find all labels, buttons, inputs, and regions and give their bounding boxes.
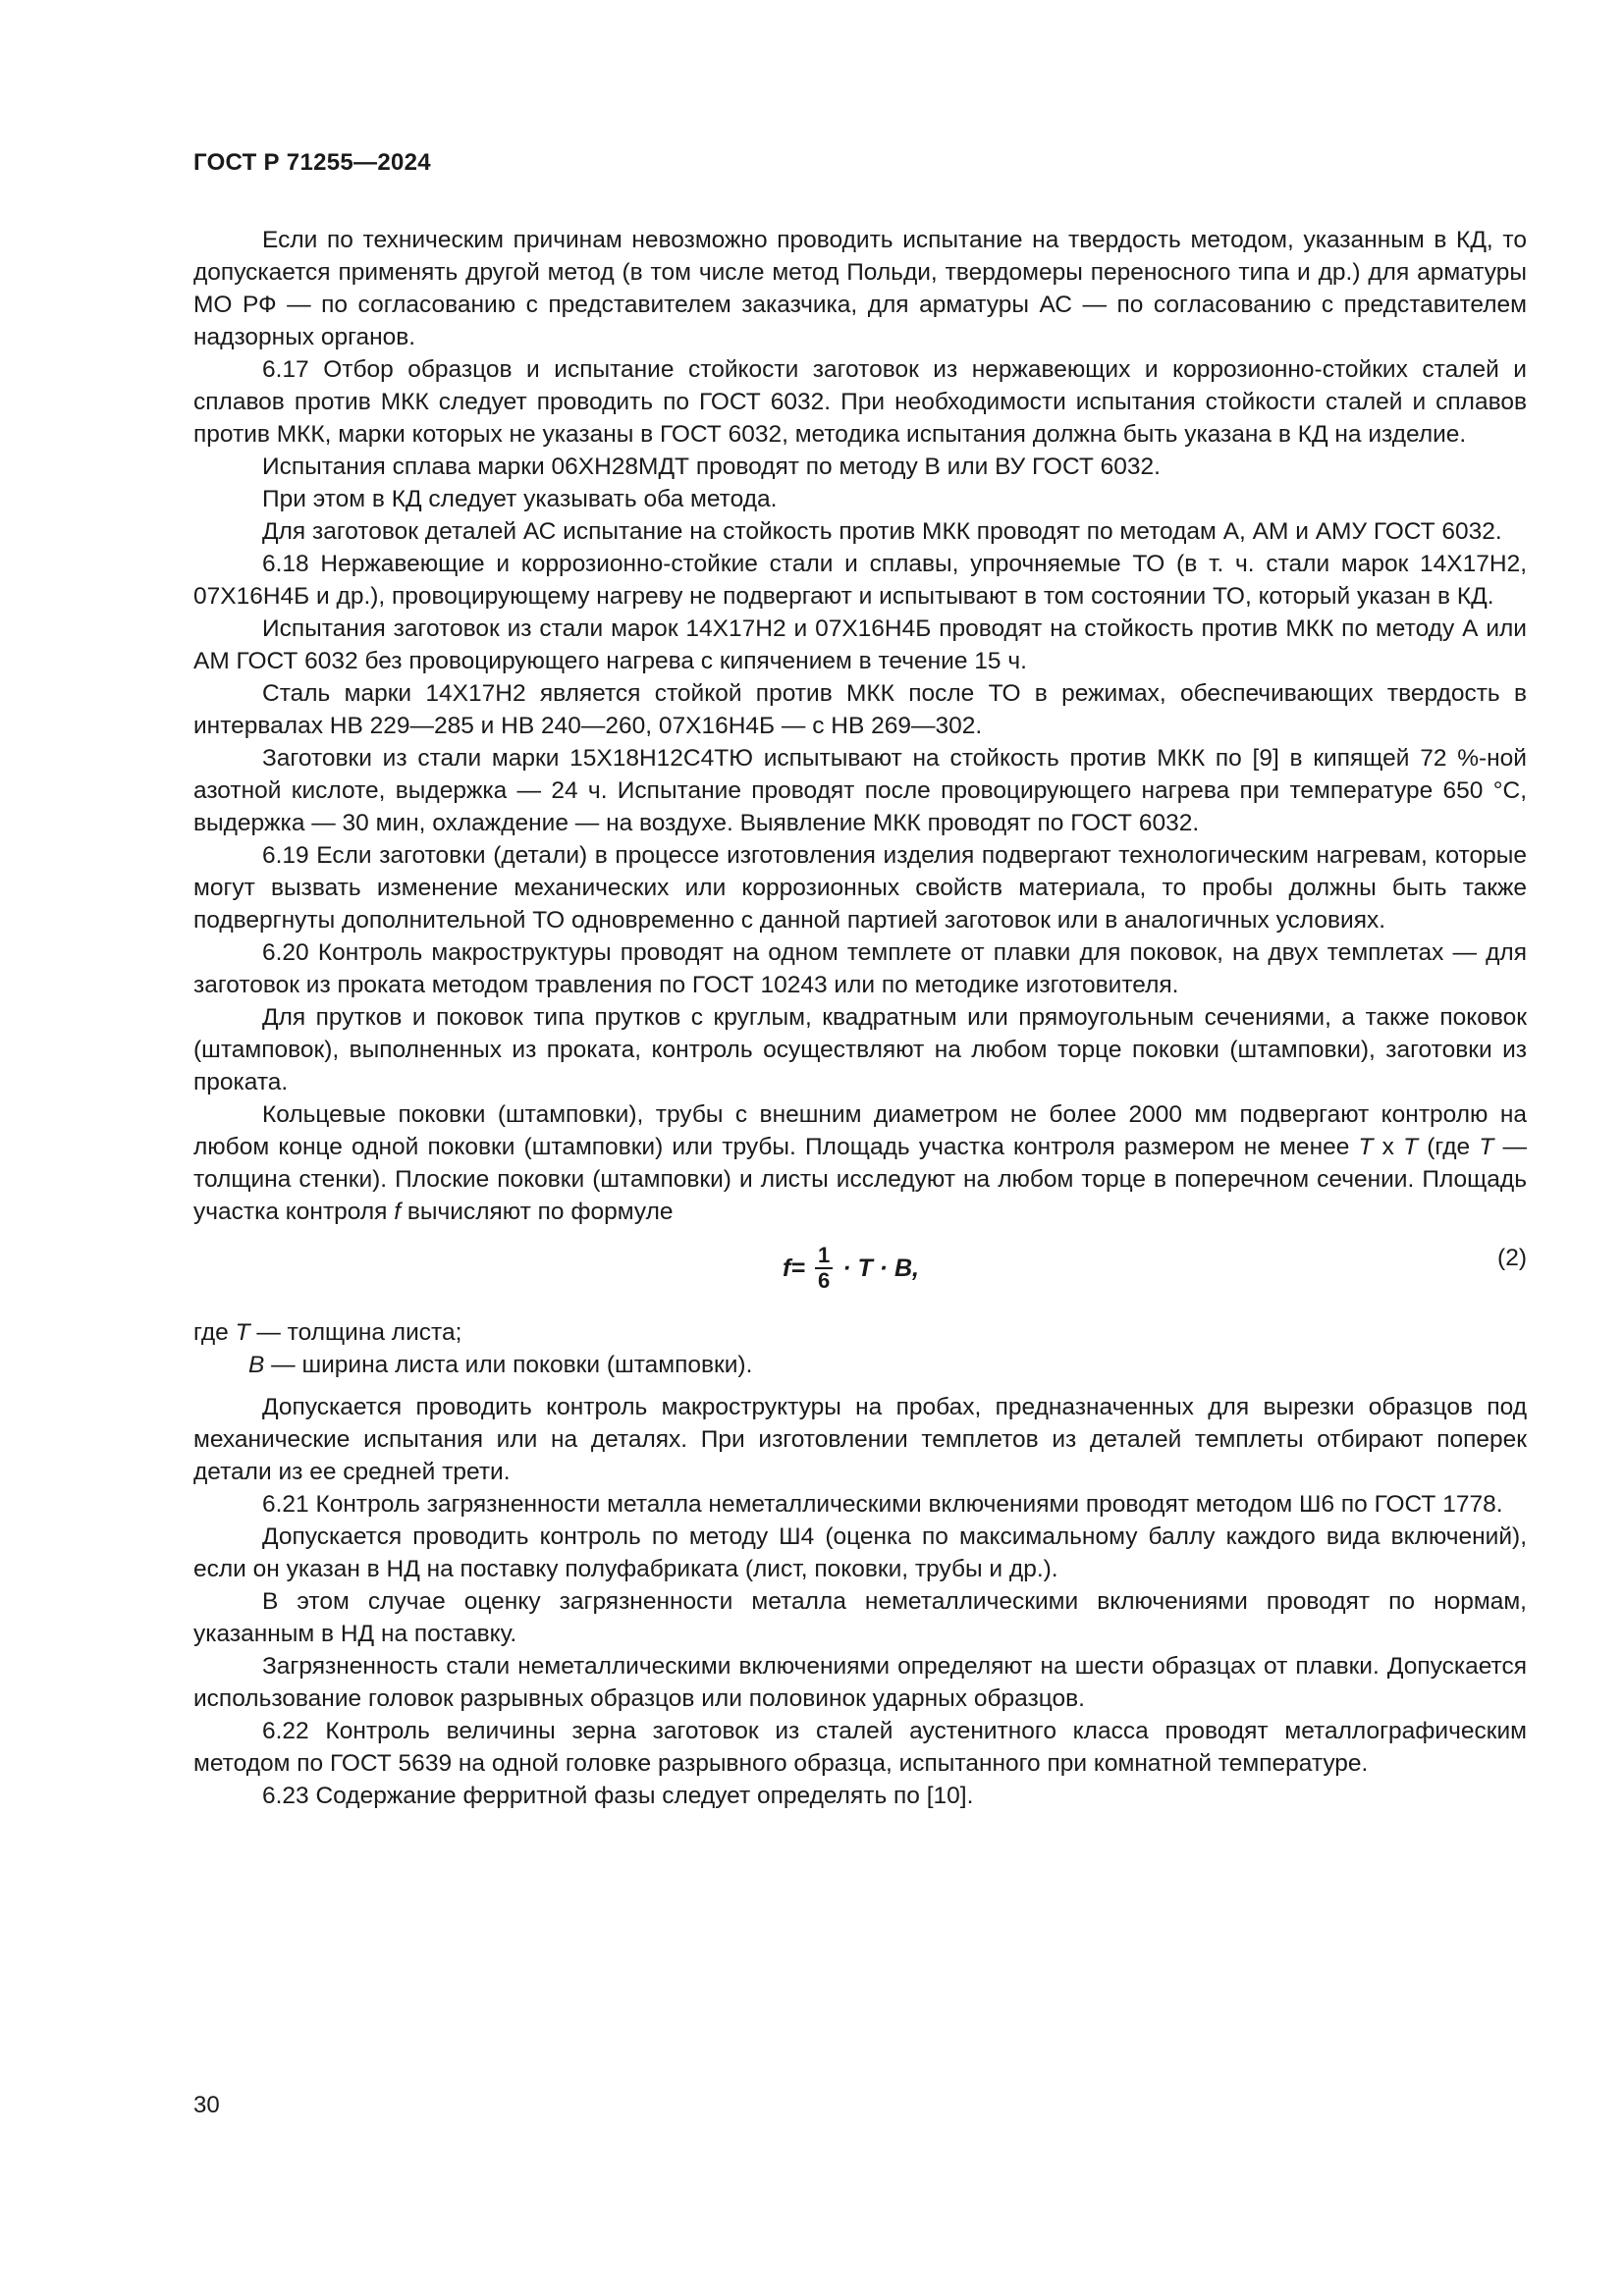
formula-rhs: · T · B, <box>842 1254 919 1282</box>
page-number: 30 <box>193 2092 220 2118</box>
paragraph: Заготовки из стали марки 15Х18Н12С4ТЮ испытывают на стойкость против МКК по [9] в кипящей 72 %-ной азотной кислоте, выдержка — 24 ч. Испытание проводят после провоцирующего нагрева при температуре 650 °С, выдержка — 30 мин, охлаждение — на воздухе. Выявление МКК проводят по ГОСТ 6032. <box>193 745 1527 836</box>
formula-block <box>193 1234 1527 1312</box>
variable-t: T <box>1358 1134 1374 1160</box>
variable-t: T <box>235 1319 250 1346</box>
variable-f: f <box>394 1199 402 1225</box>
body-text <box>193 224 1527 1812</box>
paragraph: Для прутков и поковок типа прутков с круглым, квадратным или прямоугольным сечениями, а также поковок (штамповок), выполненных из проката, контроль осуществляют на любом торце поковки (штамповки), заготовки из проката. <box>193 1004 1527 1095</box>
text-run: — толщина стенки). Плоские поковки (штамповки) и листы исследуют на любом торце в поперечном сечении. Площадь участка контроля <box>193 1134 1527 1225</box>
paragraph: 6.22 Контроль величины зерна заготовок из сталей аустенитного класса проводят металлографическим методом по ГОСТ 5639 на одной головке разрывного образца, испытанного при комнатной температуре. <box>193 1718 1527 1777</box>
paragraph: Испытания сплава марки 06ХН28МДТ проводят по методу В или ВУ ГОСТ 6032. <box>262 454 1161 480</box>
paragraph: Сталь марки 14Х17Н2 является стойкой против МКК после ТО в режимах, обеспечивающих твердость в интервалах НВ 229—285 и НВ 240—260, 07Х16Н4Б — с НВ 269—302. <box>193 680 1527 739</box>
variable-t: T <box>1479 1134 1494 1160</box>
paragraph: Допускается проводить контроль по методу Ш4 (оценка по максимальному баллу каждого вида включений), если он указан в НД на поставку полуфабриката (лист, поковки, трубы и др.). <box>193 1523 1527 1582</box>
paragraph: При этом в КД следует указывать оба метода. <box>262 486 778 512</box>
fraction-denominator: 6 <box>817 1268 831 1293</box>
text-run: Кольцевые поковки (штамповки), трубы с внешним диаметром не более 2000 мм подвергают контролю на любом конце одной поковки (штамповки) или трубы. Площадь участка контроля размером не менее <box>193 1101 1527 1160</box>
paragraph: Для заготовок деталей АС испытание на стойкость против МКК проводят по методам А, АМ и АМУ ГОСТ 6032. <box>262 518 1502 545</box>
legend-lead: где <box>193 1319 236 1346</box>
legend-definition: — ширина листа или поковки (штамповки). <box>264 1352 753 1378</box>
paragraph: 6.21 Контроль загрязненности металла неметаллическими включениями проводят методом Ш6 по ГОСТ 1778. <box>262 1491 1503 1518</box>
text-run: (где <box>1418 1134 1480 1160</box>
fraction-numerator: 1 <box>815 1244 833 1269</box>
paragraph: 6.18 Нержавеющие и коррозионно-стойкие стали и сплавы, упрочняемые ТО (в т. ч. стали марок 14Х17Н2, 07Х16Н4Б и др.), провоцирующему нагреву не подвергают и испытывают в том состоянии ТО, который указан в КД. <box>193 551 1527 610</box>
paragraph: 6.19 Если заготовки (детали) в процессе изготовления изделия подвергают технологическим нагревам, которые могут вызвать изменение механических или коррозионных свойств материала, то пробы должны быть также подвергнуты дополнительной ТО одновременно с данной партией заготовок или в аналогичных условиях. <box>193 842 1527 934</box>
paragraph: В этом случае оценку загрязненности металла неметаллическими включениями проводят по нормам, указанным в НД на поставку. <box>193 1588 1527 1647</box>
paragraph: 6.23 Содержание ферритной фазы следует определять по [10]. <box>262 1783 974 1809</box>
paragraph: 6.17 Отбор образцов и испытание стойкости заготовок из нержавеющих и коррозионно-стойких сталей и сплавов против МКК следует проводить по ГОСТ 6032. При необходимости испытания стойкости сталей и сплавов против МКК, марки которых не указаны в ГОСТ 6032, методика испытания должна быть указана в КД на изделие. <box>193 356 1527 448</box>
paragraph-ring-forgings <box>193 1098 1527 1228</box>
paragraph: Загрязненность стали неметаллическими включениями определяют на шести образцах от плавки. Допускается использование головок разрывных образцов или половинок ударных образцов. <box>193 1653 1527 1712</box>
paragraph: 6.20 Контроль макроструктуры проводят на одном темплете от плавки для поковок, на двух темплетах — для заготовок из проката методом травления по ГОСТ 10243 или по методике изготовителя. <box>193 939 1527 998</box>
text-run: вычисляют по формуле <box>401 1199 674 1225</box>
variable-t: T <box>1403 1134 1419 1160</box>
legend-definition: — толщина листа; <box>249 1319 462 1346</box>
paragraph: Испытания заготовок из стали марок 14Х17Н2 и 07Х16Н4Б проводят на стойкость против МКК по методу А или АМ ГОСТ 6032 без провоцирующего нагрева с кипячением в течение 15 ч. <box>193 615 1527 674</box>
formula-number: (2) <box>1497 1245 1527 1271</box>
formula-legend <box>193 1316 1527 1381</box>
text-run: х <box>1373 1134 1404 1160</box>
paragraph: Допускается проводить контроль макроструктуры на пробах, предназначенных для вырезки образцов под механические испытания или на деталях. При изготовлении темплетов из деталей темплеты отбирают поперек детали из ее средней трети. <box>193 1394 1527 1485</box>
paragraph: Если по техническим причинам невозможно проводить испытание на твердость методом, указанным в КД, то допускается применять другой метод (в том числе метод Польди, твердомеры переносного типа и др.) для арматуры МО РФ — по согласованию с представителем заказчика, для арматуры АС — по согласованию с представителем надзорных органов. <box>193 227 1527 350</box>
formula-equals: = <box>790 1254 805 1282</box>
formula <box>783 1244 919 1293</box>
formula-fraction <box>815 1244 833 1293</box>
variable-b: B <box>248 1352 265 1378</box>
legend-line-t <box>193 1316 1527 1349</box>
document-header: ГОСТ Р 71255—2024 <box>193 149 431 176</box>
legend-line-b <box>193 1349 1527 1381</box>
formula-lhs: f <box>783 1254 791 1282</box>
